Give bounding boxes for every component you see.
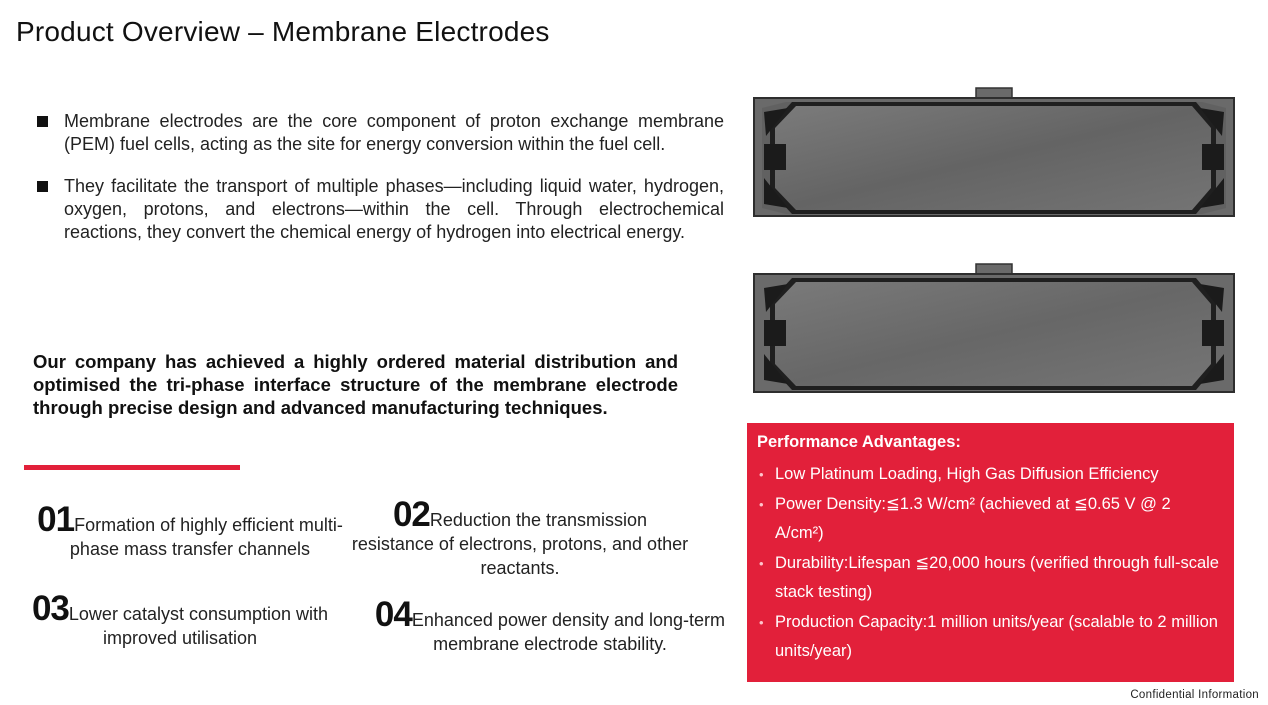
bullet-text: They facilitate the transport of multiple phases—including liquid water, hydrogen, oxygen, protons, and electrons—within the cell. Through electrochemical reactions, they convert the chemical energy of hydrogen into electrical energy. [64, 176, 724, 242]
feature-number: 04 [374, 595, 412, 634]
performance-item [757, 608, 1222, 667]
performance-item [757, 549, 1222, 608]
accent-divider [24, 465, 240, 470]
feature-number: 02 [392, 495, 430, 534]
performance-text: Low Platinum Loading, High Gas Diffusion Efficiency [775, 465, 1159, 483]
feature-text: Enhanced power density and long-term membrane electrode stability. [411, 610, 726, 654]
performance-item [757, 490, 1222, 549]
bullet-dot-icon: • [759, 614, 764, 630]
bullet-dot-icon: • [759, 467, 764, 482]
performance-text: Production Capacity:1 million units/year (scalable to 2 million units/year) [775, 612, 1218, 660]
bullet-dot-icon: • [759, 555, 764, 571]
performance-title: Performance Advantages: [757, 433, 961, 451]
feature-text: Formation of highly efficient multi-phase mass transfer channels [69, 515, 343, 559]
bullet-item [34, 175, 724, 244]
feature-number: 03 [31, 589, 69, 628]
bullet-list [34, 110, 724, 263]
feature-text: Lower catalyst consumption with improved utilisation [68, 604, 329, 648]
membrane-electrode-image [750, 262, 1240, 394]
bullet-dot-icon: • [759, 496, 764, 512]
square-bullet-icon [37, 116, 48, 127]
performance-text: Durability:Lifespan ≦20,000 hours (verified through full-scale stack testing) [775, 553, 1219, 601]
bullet-text: Membrane electrodes are the core component of proton exchange membrane (PEM) fuel cells, acting as the site for energy conversion within the fuel cell. [64, 111, 724, 154]
feature-number: 01 [37, 500, 75, 539]
performance-advantages-panel [747, 423, 1234, 682]
feature-item [360, 595, 740, 656]
square-bullet-icon [37, 181, 48, 192]
confidential-footer: Confidential Information [1130, 689, 1259, 701]
feature-text: Reduction the transmission resistance of electrons, protons, and other reactants. [351, 510, 689, 578]
performance-list [757, 460, 1222, 667]
feature-item [20, 500, 360, 561]
performance-item [757, 460, 1222, 490]
company-statement: Our company has achieved a highly ordered material distribution and optimised the tri-phase interface structure of the membrane electrode through precise design and advanced manufacturing techniques. [33, 351, 678, 418]
membrane-electrode-image [750, 86, 1240, 218]
feature-item [350, 495, 690, 580]
performance-text: Power Density:≦1.3 W/cm² (achieved at ≦0.65 V @ 2 A/cm²) [775, 494, 1171, 542]
page-title: Product Overview – Membrane Electrodes [16, 16, 550, 47]
bullet-item [34, 110, 724, 156]
feature-item [20, 589, 340, 650]
